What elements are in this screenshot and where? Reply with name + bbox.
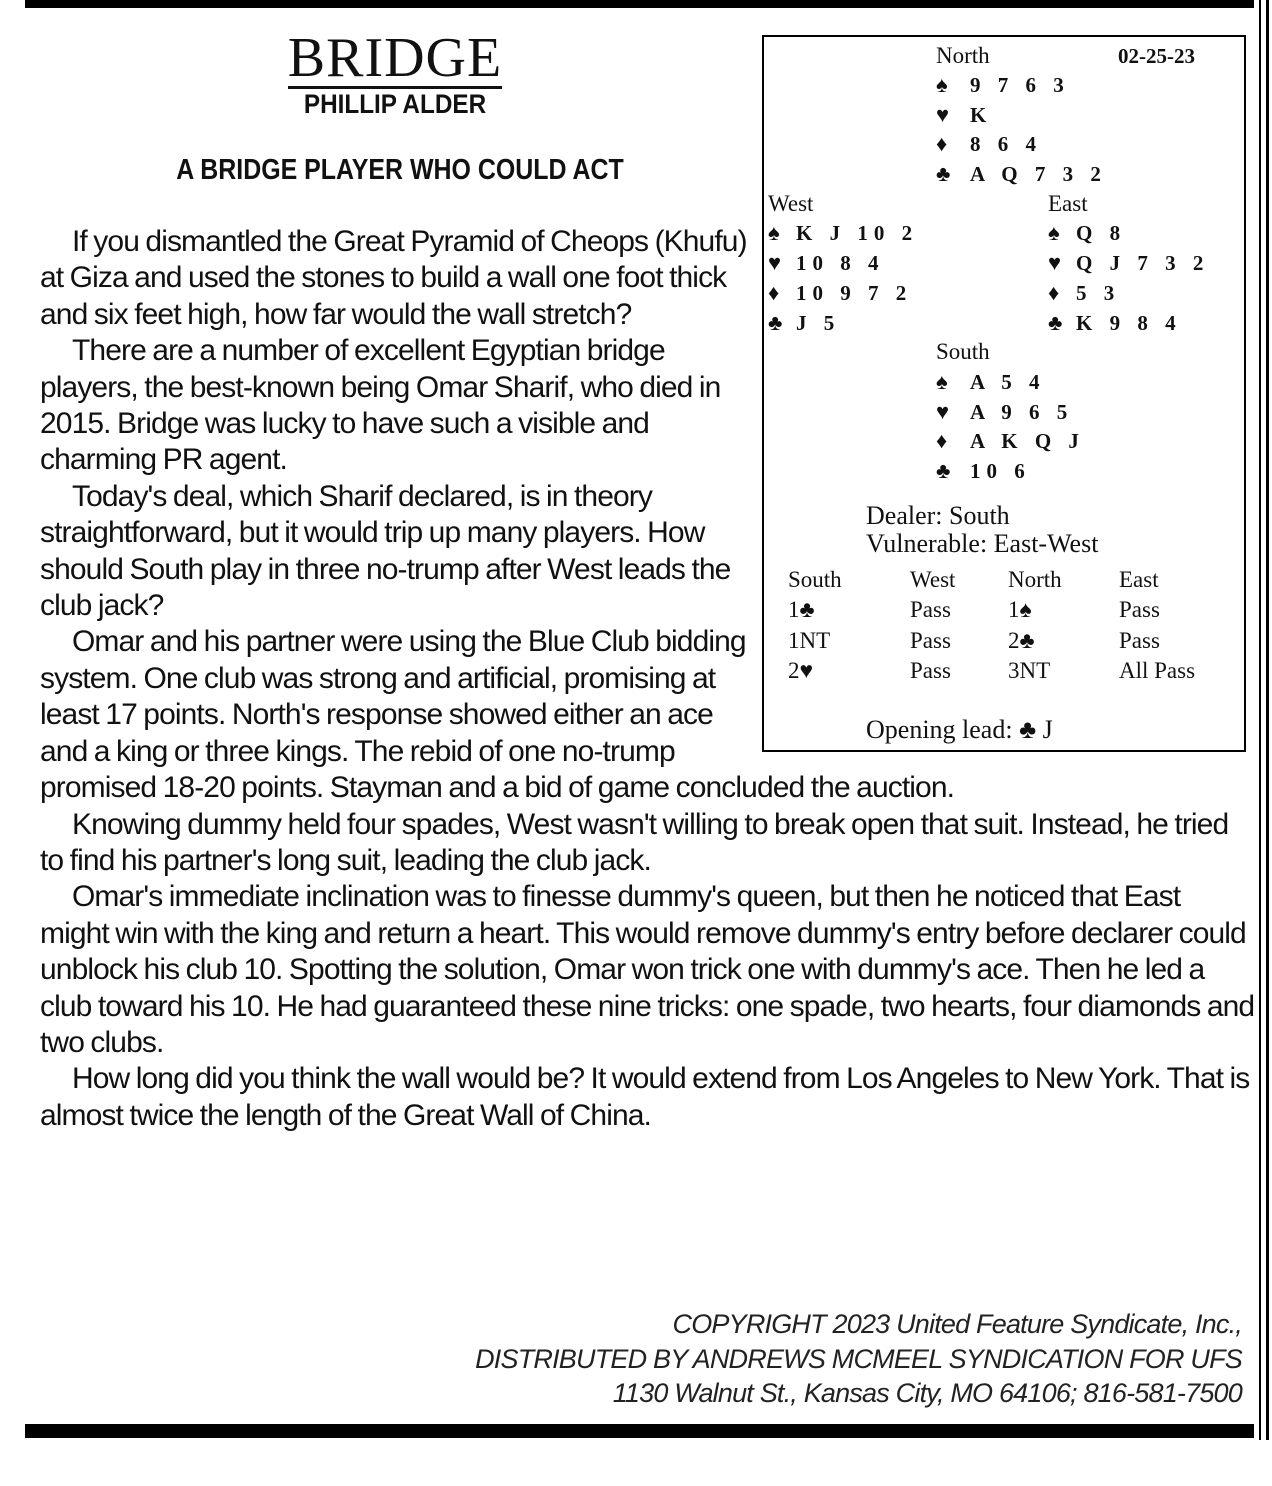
north-spades: ♠ 9 7 6 3 (936, 72, 1070, 97)
west-label: West (768, 191, 814, 216)
diamond-icon: ♦ (936, 428, 948, 453)
east-spades: ♠ Q 8 (1048, 220, 1127, 245)
deal-date: 02-25-23 (1118, 44, 1195, 68)
address-line: 1130 Walnut St., Kansas City, MO 64106; 816-581-7500 (612, 1378, 1242, 1408)
south-label: South (936, 339, 990, 364)
club-icon: ♣ (936, 161, 951, 186)
bid: 1NT (788, 627, 831, 653)
west-clubs: ♣ J 5 (768, 310, 841, 335)
east-clubs: ♣ K 9 8 4 (1048, 310, 1182, 335)
paragraph: Today's deal, which Sharif declared, is in theory straightforward, but it would trip up many players. How should South play in three no-trump after West leads the club jack? (40, 479, 731, 623)
bid: Pass (1119, 597, 1160, 623)
auction-column-east (1119, 565, 1195, 686)
dealer-info: Dealer: South (866, 501, 1010, 530)
paragraph: Knowing dummy held four spades, West wasn't willing to break open that suit. Instead, he tried to find his partner's long suit, leading the club jack. (40, 807, 1229, 877)
paragraph: If you dismantled the Great Pyramid of Cheops (Khufu) at Giza and used the stones to build a wall one foot thick and six feet high, how far would the wall stretch? (40, 225, 747, 331)
paragraph: Omar and his partner were using the Blue Club bidding system. One club was strong and artificial, promising at least 17 points. North's response showed either an ace and a king or three kings. The rebid of one no-trump promised 18-20 points. Stayman and a bid of game concluded the auction. (40, 625, 955, 805)
auction-header: West (910, 567, 956, 592)
top-rule (25, 0, 1254, 8)
spade-icon: ♠ (936, 72, 948, 97)
bid: 1♠ (1008, 597, 1032, 623)
heart-icon: ♥ (1048, 250, 1062, 275)
right-border-line (1259, 0, 1261, 1440)
bridge-deal-diagram (762, 35, 1246, 752)
bid: 2♥ (788, 657, 814, 683)
paragraph: There are a number of excellent Egyptian bridge players, the best-known being Omar Sharif, who died in 2015. Bridge was lucky to have such a visible and charming PR agent. (40, 334, 721, 477)
south-clubs: ♣ 10 6 (936, 458, 1031, 483)
bid: 1♣ (788, 597, 815, 623)
north-label: North (936, 43, 990, 68)
auction-header: East (1119, 567, 1159, 592)
paragraph: Omar's immediate inclination was to finesse dummy's queen, but then he noticed that East might win with the king and return a heart. This would remove dummy's entry before declarer could unblock his club 10. Spotting the solution, Omar won trick one with dummy's ace. Then he led a club toward his 10. He had guaranteed these nine tricks: one spade, two hearts, four diamonds and two clubs. (40, 880, 1255, 1059)
auction-header: South (788, 567, 842, 592)
east-label: East (1048, 191, 1088, 216)
vulnerability-info: Vulnerable: East-West (866, 529, 1099, 558)
west-diamonds: ♦ 10 9 7 2 (768, 280, 913, 305)
club-icon: ♣ (936, 458, 951, 483)
south-spades: ♠ A 5 4 (936, 369, 1046, 394)
bid: Pass (910, 597, 951, 623)
south-diamonds: ♦ A K Q J (936, 428, 1085, 453)
north-diamonds: ♦ 8 6 4 (936, 131, 1042, 156)
spade-icon: ♠ (1048, 220, 1060, 245)
right-border-line-thick (1266, 0, 1269, 1440)
west-hearts: ♥ 10 8 4 (768, 250, 885, 275)
heart-icon: ♥ (936, 399, 950, 424)
club-icon: ♣ (1048, 310, 1063, 335)
bid: Pass (910, 657, 951, 683)
heart-icon: ♥ (936, 102, 950, 127)
bottom-rule (25, 1424, 1254, 1438)
spade-icon: ♠ (768, 220, 780, 245)
heart-icon: ♥ (768, 250, 782, 275)
auction-column-south (788, 565, 842, 686)
diamond-icon: ♦ (1048, 280, 1060, 305)
bid: Pass (910, 627, 951, 653)
article-headline: A BRIDGE PLAYER WHO COULD ACT (176, 154, 624, 186)
east-hearts: ♥ Q J 7 3 2 (1048, 250, 1210, 275)
auction-column-north (1008, 565, 1062, 686)
bid: 3NT (1008, 657, 1051, 683)
bid: Pass (1119, 627, 1160, 653)
column-author: PHILLIP ALDER (303, 89, 487, 119)
diamond-icon: ♦ (768, 280, 780, 305)
north-clubs: ♣ A Q 7 3 2 (936, 161, 1107, 186)
copyright-line: COPYRIGHT 2023 United Feature Syndicate, Inc., (672, 1309, 1242, 1339)
south-hearts: ♥ A 9 6 5 (936, 399, 1074, 424)
opening-lead: Opening lead: ♣ J (866, 715, 1053, 744)
masthead (240, 27, 550, 119)
club-icon: ♣ (768, 310, 783, 335)
bid: 2♣ (1008, 627, 1035, 653)
distribution-line: DISTRIBUTED BY ANDREWS MCMEEL SYNDICATION FOR UFS (475, 1343, 1242, 1374)
column-title: BRIDGE (287, 27, 503, 89)
diamond-icon: ♦ (936, 131, 948, 156)
north-hearts: ♥ K (936, 102, 993, 127)
bid: All Pass (1119, 657, 1196, 683)
auction-column-west (910, 565, 955, 686)
east-diamonds: ♦ 5 3 (1048, 280, 1121, 305)
west-spades: ♠ K J 10 2 (768, 220, 919, 245)
paragraph: How long did you think the wall would be? It would extend from Los Angeles to New York. That is almost twice the length of the Great Wall of China. (40, 1062, 1250, 1132)
copyright-notice (475, 1307, 1242, 1411)
auction-header: North (1008, 567, 1062, 592)
spade-icon: ♠ (936, 369, 948, 394)
